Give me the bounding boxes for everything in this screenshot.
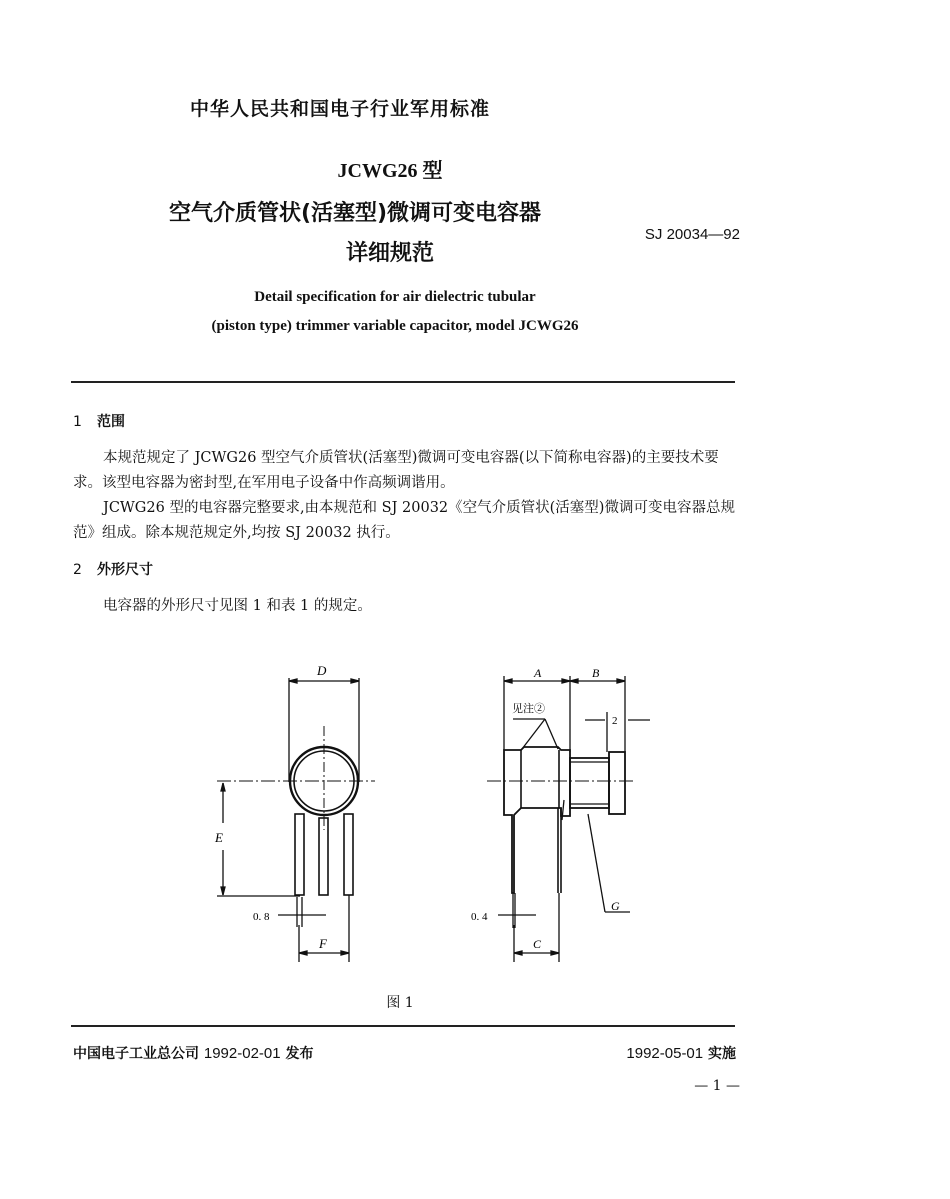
effective-label: 实施 [708, 1046, 736, 1062]
model-title: JCWG26 型 [337, 160, 443, 182]
label-d: D [317, 663, 327, 678]
section-title: 外形尺寸 [97, 562, 153, 578]
section-1-paragraph-1: 本规范规定了 JCWG26 型空气介质管状(活塞型)微调可变电容器(以下简称电容器)的主要技术要求。该型电容器为密封型,在军用电子设备中作高频调谐用。 [73, 450, 719, 491]
section-1-paragraph-2: JCWG26 型的电容器完整要求,由本规范和 SJ 20032《空气介质管状(活塞型)微调可变电容器总规范》组成。除本规范规定外,均按 SJ 20032 执行。 [73, 500, 735, 541]
label-0-4: 0. 4 [471, 911, 488, 923]
issue-info [73, 1043, 313, 1063]
page-number: — 1 — [694, 1078, 740, 1094]
side-view [487, 676, 650, 962]
footer-divider [71, 1025, 735, 1027]
english-title-line-2: (piston type) trimmer variable capacitor, model JCWG26 [211, 318, 579, 334]
standard-organization: 中华人民共和国电子行业军用标准 [189, 98, 490, 120]
label-0-8: 0. 8 [253, 911, 270, 923]
section-number: 1 [73, 414, 82, 430]
effective-info [560, 1043, 736, 1063]
front-view [217, 678, 375, 962]
issue-date: 1992-02-01 [203, 1045, 281, 1062]
effective-date: 1992-05-01 [626, 1045, 704, 1062]
issue-label: 发布 [285, 1046, 314, 1062]
english-title-line-1: Detail specification for air dielectric tubular [254, 289, 536, 305]
label-2: 2 [612, 715, 618, 727]
section-number: 2 [73, 562, 82, 578]
document-title: 空气介质管状(活塞型)微调可变电容器 [168, 201, 542, 226]
label-a: A [534, 666, 542, 680]
label-e: E [215, 830, 223, 845]
section-title: 范围 [97, 414, 125, 430]
label-f: F [319, 936, 327, 951]
document-subtitle: 详细规范 [345, 241, 434, 266]
issuer: 中国电子工业总公司 [73, 1046, 199, 1062]
standard-code: SJ 20034—92 [644, 226, 740, 243]
label-note-ref: 见注② [512, 703, 545, 715]
section-2-paragraph-1: 电容器的外形尺寸见图 1 和表 1 的规定。 [103, 598, 372, 614]
figure-caption: 图 1 [386, 995, 414, 1011]
label-g: G [611, 899, 620, 913]
label-b: B [592, 666, 600, 680]
label-c: C [533, 937, 542, 951]
